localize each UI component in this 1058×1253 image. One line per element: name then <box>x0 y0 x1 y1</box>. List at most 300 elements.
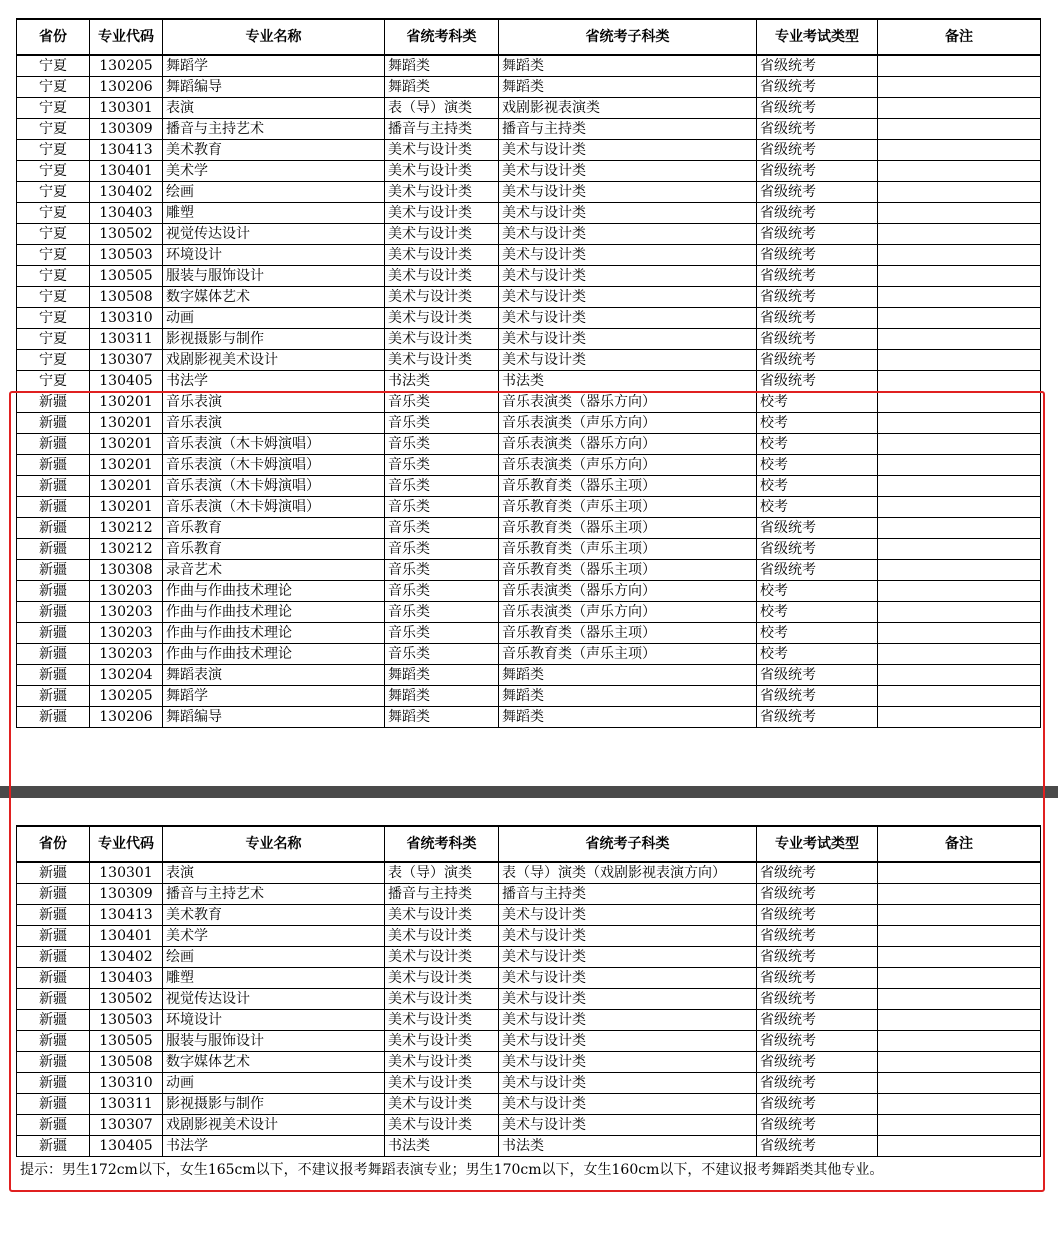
cell-exam-subcategory: 播音与主持类 <box>499 119 757 140</box>
cell-major-code: 130301 <box>90 862 163 884</box>
cell-major-name: 环境设计 <box>163 245 385 266</box>
cell-exam-type: 省级统考 <box>757 884 878 905</box>
cell-exam-subcategory: 美术与设计类 <box>499 1094 757 1115</box>
cell-exam-subcategory: 美术与设计类 <box>499 1073 757 1094</box>
cell-major-name: 雕塑 <box>163 203 385 224</box>
cell-province: 新疆 <box>17 686 90 707</box>
cell-exam-type: 省级统考 <box>757 287 878 308</box>
cell-exam-category: 美术与设计类 <box>385 287 499 308</box>
cell-major-code: 130413 <box>90 140 163 161</box>
table-row <box>17 539 1041 560</box>
cell-exam-category: 播音与主持类 <box>385 884 499 905</box>
cell-exam-type: 省级统考 <box>757 968 878 989</box>
cell-remarks <box>878 98 1041 119</box>
cell-major-code: 130310 <box>90 1073 163 1094</box>
cell-province: 新疆 <box>17 1115 90 1136</box>
cell-major-code: 130201 <box>90 392 163 413</box>
cell-remarks <box>878 968 1041 989</box>
cell-remarks <box>878 947 1041 968</box>
cell-major-name: 服装与服饰设计 <box>163 1031 385 1052</box>
cell-major-name: 舞蹈编导 <box>163 77 385 98</box>
cell-exam-subcategory: 舞蹈类 <box>499 707 757 728</box>
cell-exam-subcategory: 表（导）演类（戏剧影视表演方向） <box>499 862 757 884</box>
cell-exam-type: 省级统考 <box>757 203 878 224</box>
cell-exam-category: 音乐类 <box>385 392 499 413</box>
cell-exam-category: 美术与设计类 <box>385 1094 499 1115</box>
header-exam-type: 专业考试类型 <box>757 826 878 862</box>
cell-major-code: 130308 <box>90 560 163 581</box>
cell-exam-type: 省级统考 <box>757 1031 878 1052</box>
cell-major-name: 数字媒体艺术 <box>163 287 385 308</box>
cell-exam-category: 音乐类 <box>385 644 499 665</box>
cell-exam-category: 音乐类 <box>385 602 499 623</box>
table-row <box>17 623 1041 644</box>
cell-exam-category: 音乐类 <box>385 497 499 518</box>
cell-exam-category: 舞蹈类 <box>385 55 499 77</box>
cell-exam-subcategory: 书法类 <box>499 371 757 392</box>
cell-exam-type: 校考 <box>757 476 878 497</box>
cell-exam-type: 省级统考 <box>757 1136 878 1157</box>
cell-remarks <box>878 905 1041 926</box>
header-major-code: 专业代码 <box>90 826 163 862</box>
cell-province: 新疆 <box>17 947 90 968</box>
cell-major-code: 130311 <box>90 329 163 350</box>
table-header-row <box>17 826 1041 862</box>
cell-major-name: 音乐表演（木卡姆演唱） <box>163 434 385 455</box>
cell-province: 新疆 <box>17 968 90 989</box>
cell-exam-type: 校考 <box>757 644 878 665</box>
cell-province: 宁夏 <box>17 329 90 350</box>
table-row <box>17 350 1041 371</box>
cell-exam-category: 美术与设计类 <box>385 947 499 968</box>
cell-exam-category: 美术与设计类 <box>385 1052 499 1073</box>
cell-remarks <box>878 539 1041 560</box>
table-row <box>17 497 1041 518</box>
cell-major-code: 130309 <box>90 884 163 905</box>
cell-exam-category: 书法类 <box>385 371 499 392</box>
cell-major-code: 130201 <box>90 413 163 434</box>
cell-exam-subcategory: 美术与设计类 <box>499 224 757 245</box>
cell-province: 宁夏 <box>17 308 90 329</box>
cell-exam-category: 美术与设计类 <box>385 308 499 329</box>
cell-major-name: 视觉传达设计 <box>163 989 385 1010</box>
cell-exam-category: 美术与设计类 <box>385 968 499 989</box>
cell-province: 宁夏 <box>17 203 90 224</box>
cell-exam-subcategory: 美术与设计类 <box>499 989 757 1010</box>
table-row <box>17 182 1041 203</box>
table-row <box>17 581 1041 602</box>
cell-major-name: 舞蹈学 <box>163 686 385 707</box>
table-row <box>17 203 1041 224</box>
cell-major-name: 书法学 <box>163 1136 385 1157</box>
table-row <box>17 968 1041 989</box>
cell-exam-type: 省级统考 <box>757 308 878 329</box>
cell-major-code: 130307 <box>90 350 163 371</box>
table-row <box>17 602 1041 623</box>
cell-major-code: 130212 <box>90 539 163 560</box>
cell-province: 新疆 <box>17 707 90 728</box>
cell-major-name: 动画 <box>163 1073 385 1094</box>
table-row <box>17 1052 1041 1073</box>
cell-exam-subcategory: 美术与设计类 <box>499 1115 757 1136</box>
cell-major-code: 130203 <box>90 602 163 623</box>
cell-major-name: 美术教育 <box>163 140 385 161</box>
cell-remarks <box>878 55 1041 77</box>
cell-major-name: 舞蹈表演 <box>163 665 385 686</box>
cell-province: 宁夏 <box>17 224 90 245</box>
cell-major-name: 美术学 <box>163 161 385 182</box>
cell-exam-subcategory: 戏剧影视表演类 <box>499 98 757 119</box>
cell-major-name: 音乐表演 <box>163 413 385 434</box>
cell-exam-category: 美术与设计类 <box>385 1073 499 1094</box>
cell-exam-type: 省级统考 <box>757 55 878 77</box>
table-body-page2 <box>17 862 1041 1157</box>
cell-remarks <box>878 161 1041 182</box>
cell-remarks <box>878 644 1041 665</box>
header-remarks: 备注 <box>878 19 1041 55</box>
table-row <box>17 224 1041 245</box>
cell-exam-type: 省级统考 <box>757 140 878 161</box>
cell-remarks <box>878 224 1041 245</box>
cell-major-name: 绘画 <box>163 182 385 203</box>
cell-remarks <box>878 497 1041 518</box>
cell-major-name: 舞蹈编导 <box>163 707 385 728</box>
cell-exam-type: 省级统考 <box>757 665 878 686</box>
cell-exam-category: 美术与设计类 <box>385 224 499 245</box>
cell-exam-subcategory: 美术与设计类 <box>499 161 757 182</box>
cell-exam-subcategory: 美术与设计类 <box>499 926 757 947</box>
cell-major-code: 130206 <box>90 707 163 728</box>
cell-remarks <box>878 1115 1041 1136</box>
cell-major-name: 动画 <box>163 308 385 329</box>
cell-province: 新疆 <box>17 581 90 602</box>
table-row <box>17 371 1041 392</box>
cell-exam-type: 省级统考 <box>757 905 878 926</box>
cell-major-code: 130403 <box>90 968 163 989</box>
cell-major-name: 录音艺术 <box>163 560 385 581</box>
table-row <box>17 434 1041 455</box>
cell-remarks <box>878 560 1041 581</box>
cell-exam-type: 校考 <box>757 581 878 602</box>
table-row <box>17 1115 1041 1136</box>
cell-exam-type: 校考 <box>757 497 878 518</box>
cell-major-code: 130502 <box>90 989 163 1010</box>
cell-remarks <box>878 413 1041 434</box>
cell-province: 新疆 <box>17 926 90 947</box>
cell-province: 宁夏 <box>17 55 90 77</box>
cell-province: 宁夏 <box>17 98 90 119</box>
table-row <box>17 1010 1041 1031</box>
cell-province: 新疆 <box>17 1073 90 1094</box>
admissions-table-page2 <box>16 825 1041 1157</box>
cell-major-code: 130307 <box>90 1115 163 1136</box>
table-row <box>17 77 1041 98</box>
cell-remarks <box>878 989 1041 1010</box>
cell-major-name: 音乐表演（木卡姆演唱） <box>163 455 385 476</box>
cell-major-code: 130401 <box>90 926 163 947</box>
cell-province: 新疆 <box>17 644 90 665</box>
cell-major-name: 音乐表演（木卡姆演唱） <box>163 476 385 497</box>
page-divider <box>0 786 1058 798</box>
cell-remarks <box>878 623 1041 644</box>
cell-exam-category: 音乐类 <box>385 476 499 497</box>
cell-province: 宁夏 <box>17 161 90 182</box>
cell-province: 新疆 <box>17 518 90 539</box>
cell-exam-subcategory: 美术与设计类 <box>499 968 757 989</box>
table-row <box>17 161 1041 182</box>
cell-exam-type: 省级统考 <box>757 560 878 581</box>
cell-exam-subcategory: 播音与主持类 <box>499 884 757 905</box>
cell-major-code: 130203 <box>90 644 163 665</box>
cell-major-name: 作曲与作曲技术理论 <box>163 581 385 602</box>
table-row <box>17 329 1041 350</box>
cell-remarks <box>878 140 1041 161</box>
cell-major-name: 美术教育 <box>163 905 385 926</box>
cell-major-name: 环境设计 <box>163 1010 385 1031</box>
cell-province: 新疆 <box>17 602 90 623</box>
cell-exam-category: 美术与设计类 <box>385 989 499 1010</box>
cell-major-code: 130201 <box>90 434 163 455</box>
cell-exam-type: 校考 <box>757 413 878 434</box>
table-header-row <box>17 19 1041 55</box>
cell-major-code: 130503 <box>90 1010 163 1031</box>
cell-exam-category: 表（导）演类 <box>385 98 499 119</box>
cell-major-code: 130405 <box>90 371 163 392</box>
cell-exam-subcategory: 美术与设计类 <box>499 1010 757 1031</box>
cell-remarks <box>878 287 1041 308</box>
cell-province: 新疆 <box>17 1010 90 1031</box>
cell-major-name: 作曲与作曲技术理论 <box>163 623 385 644</box>
cell-remarks <box>878 602 1041 623</box>
cell-remarks <box>878 434 1041 455</box>
cell-exam-category: 音乐类 <box>385 455 499 476</box>
cell-remarks <box>878 203 1041 224</box>
header-major-name: 专业名称 <box>163 19 385 55</box>
cell-major-name: 舞蹈学 <box>163 55 385 77</box>
cell-province: 新疆 <box>17 476 90 497</box>
cell-exam-type: 校考 <box>757 602 878 623</box>
cell-exam-type: 省级统考 <box>757 224 878 245</box>
cell-major-name: 戏剧影视美术设计 <box>163 350 385 371</box>
cell-major-name: 表演 <box>163 98 385 119</box>
cell-exam-category: 音乐类 <box>385 413 499 434</box>
cell-exam-subcategory: 美术与设计类 <box>499 245 757 266</box>
cell-remarks <box>878 686 1041 707</box>
table-row <box>17 1073 1041 1094</box>
cell-exam-category: 美术与设计类 <box>385 266 499 287</box>
cell-major-name: 音乐教育 <box>163 539 385 560</box>
cell-province: 新疆 <box>17 455 90 476</box>
header-remarks: 备注 <box>878 826 1041 862</box>
cell-exam-type: 省级统考 <box>757 862 878 884</box>
cell-major-code: 130203 <box>90 581 163 602</box>
cell-major-code: 130401 <box>90 161 163 182</box>
cell-exam-type: 省级统考 <box>757 1094 878 1115</box>
cell-major-code: 130205 <box>90 686 163 707</box>
cell-exam-subcategory: 音乐表演类（器乐方向） <box>499 434 757 455</box>
cell-major-name: 音乐表演 <box>163 392 385 413</box>
table-row <box>17 905 1041 926</box>
cell-exam-category: 美术与设计类 <box>385 245 499 266</box>
cell-remarks <box>878 119 1041 140</box>
cell-major-code: 130402 <box>90 182 163 203</box>
cell-major-code: 130505 <box>90 1031 163 1052</box>
cell-exam-subcategory: 书法类 <box>499 1136 757 1157</box>
table-row <box>17 884 1041 905</box>
cell-major-name: 影视摄影与制作 <box>163 1094 385 1115</box>
cell-province: 宁夏 <box>17 350 90 371</box>
cell-province: 新疆 <box>17 1052 90 1073</box>
table-row <box>17 98 1041 119</box>
cell-exam-subcategory: 美术与设计类 <box>499 1031 757 1052</box>
cell-exam-subcategory: 舞蹈类 <box>499 77 757 98</box>
cell-province: 宁夏 <box>17 287 90 308</box>
header-exam-category: 省统考科类 <box>385 826 499 862</box>
cell-exam-subcategory: 音乐表演类（器乐方向） <box>499 581 757 602</box>
cell-province: 新疆 <box>17 1094 90 1115</box>
cell-major-code: 130508 <box>90 287 163 308</box>
cell-major-name: 书法学 <box>163 371 385 392</box>
cell-major-code: 130405 <box>90 1136 163 1157</box>
cell-exam-category: 舞蹈类 <box>385 77 499 98</box>
cell-remarks <box>878 329 1041 350</box>
cell-exam-subcategory: 美术与设计类 <box>499 947 757 968</box>
cell-remarks <box>878 245 1041 266</box>
cell-exam-type: 省级统考 <box>757 1010 878 1031</box>
cell-exam-category: 音乐类 <box>385 581 499 602</box>
cell-exam-type: 省级统考 <box>757 1073 878 1094</box>
table-row <box>17 1031 1041 1052</box>
cell-major-code: 130311 <box>90 1094 163 1115</box>
cell-remarks <box>878 665 1041 686</box>
cell-exam-category: 美术与设计类 <box>385 140 499 161</box>
cell-province: 宁夏 <box>17 119 90 140</box>
cell-major-name: 雕塑 <box>163 968 385 989</box>
cell-exam-type: 省级统考 <box>757 98 878 119</box>
cell-exam-category: 舞蹈类 <box>385 665 499 686</box>
cell-province: 新疆 <box>17 905 90 926</box>
cell-major-code: 130508 <box>90 1052 163 1073</box>
cell-exam-category: 美术与设计类 <box>385 329 499 350</box>
cell-major-code: 130206 <box>90 77 163 98</box>
table-row <box>17 140 1041 161</box>
cell-exam-subcategory: 舞蹈类 <box>499 686 757 707</box>
cell-major-code: 130201 <box>90 497 163 518</box>
cell-major-name: 美术学 <box>163 926 385 947</box>
cell-exam-type: 省级统考 <box>757 518 878 539</box>
cell-remarks <box>878 77 1041 98</box>
cell-major-code: 130204 <box>90 665 163 686</box>
cell-remarks <box>878 1136 1041 1157</box>
cell-exam-subcategory: 音乐教育类（器乐主项） <box>499 518 757 539</box>
cell-exam-category: 音乐类 <box>385 518 499 539</box>
cell-exam-type: 校考 <box>757 623 878 644</box>
header-exam-category: 省统考科类 <box>385 19 499 55</box>
cell-major-name: 影视摄影与制作 <box>163 329 385 350</box>
table-row <box>17 455 1041 476</box>
cell-exam-subcategory: 音乐教育类（声乐主项） <box>499 644 757 665</box>
cell-exam-subcategory: 音乐表演类（声乐方向） <box>499 602 757 623</box>
cell-remarks <box>878 1073 1041 1094</box>
cell-exam-type: 省级统考 <box>757 707 878 728</box>
cell-exam-type: 省级统考 <box>757 1115 878 1136</box>
cell-remarks <box>878 350 1041 371</box>
cell-major-code: 130505 <box>90 266 163 287</box>
cell-exam-category: 音乐类 <box>385 539 499 560</box>
cell-province: 新疆 <box>17 560 90 581</box>
cell-remarks <box>878 518 1041 539</box>
cell-exam-subcategory: 音乐教育类（声乐主项） <box>499 539 757 560</box>
cell-major-code: 130203 <box>90 623 163 644</box>
cell-exam-subcategory: 舞蹈类 <box>499 55 757 77</box>
header-exam-type: 专业考试类型 <box>757 19 878 55</box>
cell-major-code: 130502 <box>90 224 163 245</box>
cell-major-code: 130413 <box>90 905 163 926</box>
cell-province: 宁夏 <box>17 182 90 203</box>
table-row <box>17 518 1041 539</box>
cell-major-name: 数字媒体艺术 <box>163 1052 385 1073</box>
cell-exam-type: 省级统考 <box>757 77 878 98</box>
table-row <box>17 476 1041 497</box>
cell-remarks <box>878 455 1041 476</box>
cell-exam-subcategory: 美术与设计类 <box>499 266 757 287</box>
cell-exam-subcategory: 美术与设计类 <box>499 287 757 308</box>
cell-remarks <box>878 266 1041 287</box>
cell-exam-type: 省级统考 <box>757 539 878 560</box>
cell-remarks <box>878 1052 1041 1073</box>
table-row <box>17 55 1041 77</box>
cell-province: 新疆 <box>17 884 90 905</box>
cell-exam-subcategory: 美术与设计类 <box>499 182 757 203</box>
cell-major-code: 130503 <box>90 245 163 266</box>
cell-exam-type: 省级统考 <box>757 371 878 392</box>
table-row <box>17 245 1041 266</box>
cell-remarks <box>878 476 1041 497</box>
cell-exam-type: 省级统考 <box>757 350 878 371</box>
cell-major-name: 音乐教育 <box>163 518 385 539</box>
cell-exam-subcategory: 音乐教育类（器乐主项） <box>499 476 757 497</box>
table-row <box>17 308 1041 329</box>
cell-exam-category: 美术与设计类 <box>385 1031 499 1052</box>
cell-exam-category: 美术与设计类 <box>385 182 499 203</box>
cell-exam-subcategory: 美术与设计类 <box>499 1052 757 1073</box>
cell-exam-category: 美术与设计类 <box>385 1115 499 1136</box>
cell-province: 新疆 <box>17 862 90 884</box>
table-row <box>17 862 1041 884</box>
cell-exam-subcategory: 音乐表演类（器乐方向） <box>499 392 757 413</box>
cell-remarks <box>878 884 1041 905</box>
cell-exam-category: 美术与设计类 <box>385 1010 499 1031</box>
cell-major-name: 音乐表演（木卡姆演唱） <box>163 497 385 518</box>
table-body-page1 <box>17 55 1041 728</box>
cell-exam-subcategory: 音乐表演类（声乐方向） <box>499 455 757 476</box>
cell-major-name: 视觉传达设计 <box>163 224 385 245</box>
cell-major-name: 服装与服饰设计 <box>163 266 385 287</box>
cell-exam-type: 省级统考 <box>757 245 878 266</box>
cell-exam-category: 书法类 <box>385 1136 499 1157</box>
cell-province: 新疆 <box>17 1136 90 1157</box>
cell-exam-subcategory: 美术与设计类 <box>499 203 757 224</box>
cell-remarks <box>878 926 1041 947</box>
table-row <box>17 266 1041 287</box>
table-row <box>17 686 1041 707</box>
table-row <box>17 665 1041 686</box>
cell-province: 新疆 <box>17 623 90 644</box>
cell-remarks <box>878 1031 1041 1052</box>
cell-major-code: 130205 <box>90 55 163 77</box>
cell-province: 新疆 <box>17 392 90 413</box>
cell-major-code: 130201 <box>90 476 163 497</box>
